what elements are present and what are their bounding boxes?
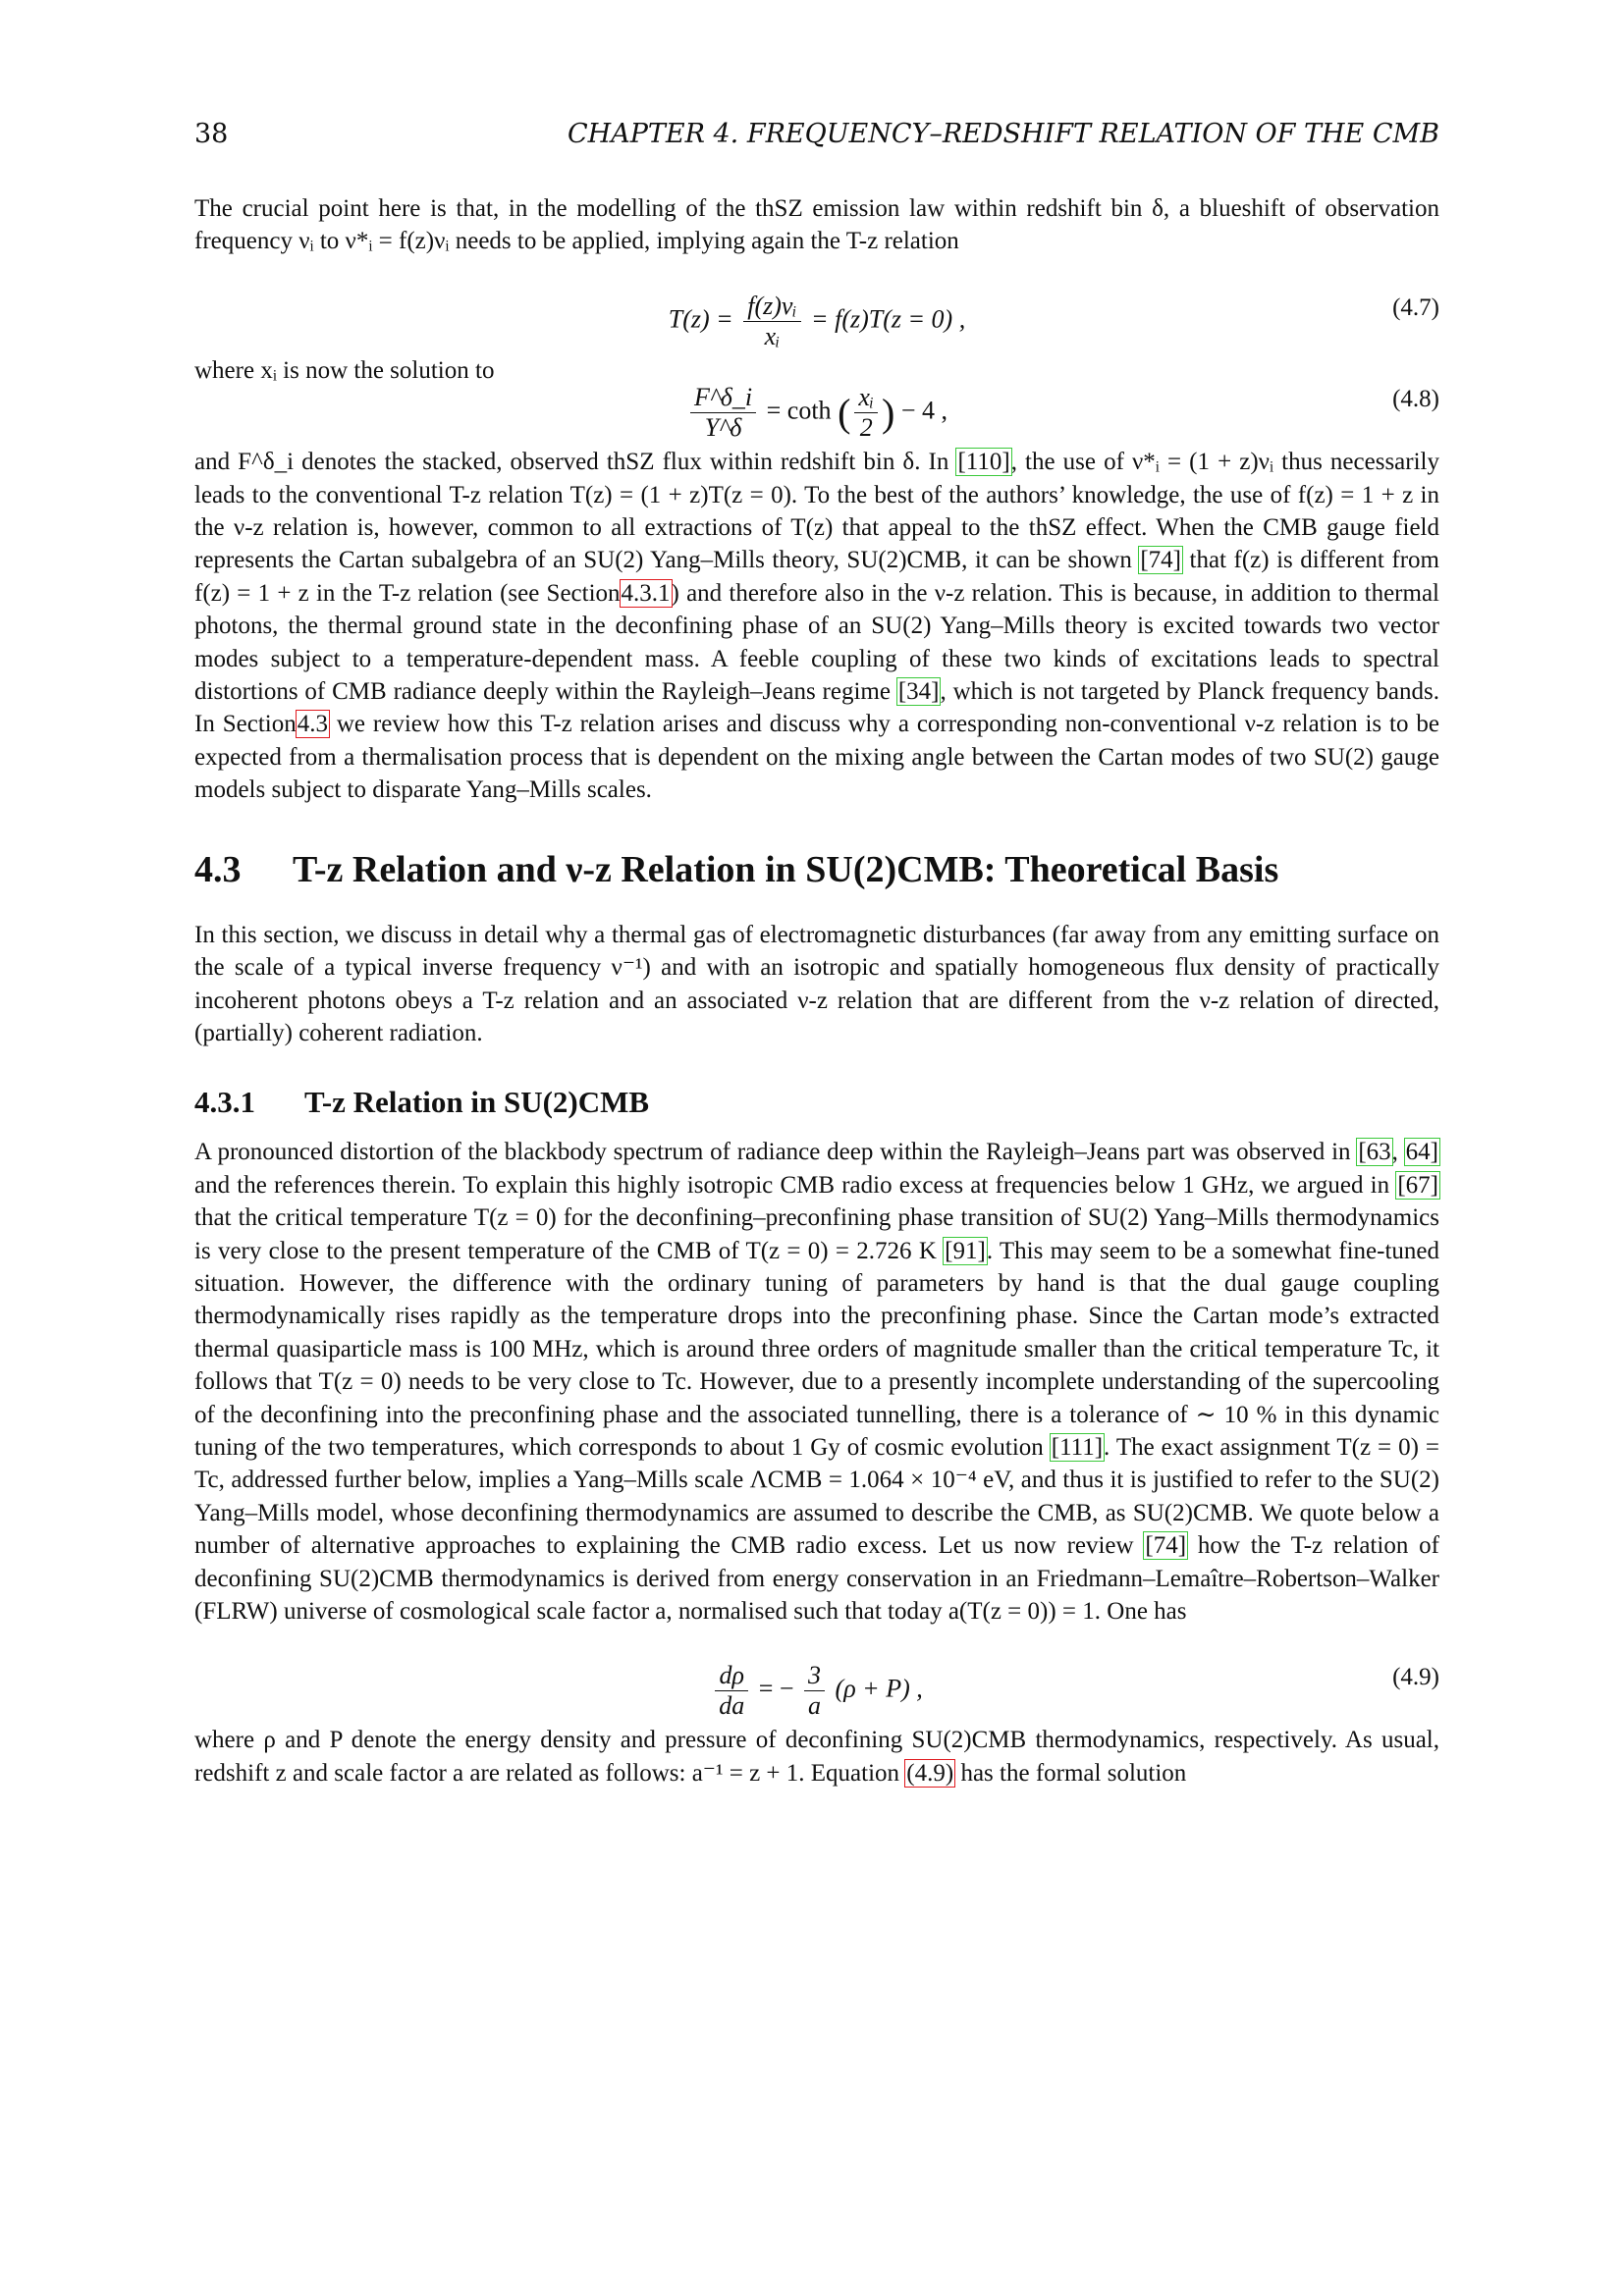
paragraph-radio-excess xyxy=(194,1136,1439,1628)
citation-63[interactable]: [63 xyxy=(1358,1139,1391,1166)
eq49-fraction-right xyxy=(804,1661,825,1721)
p2-text-c: that f(z) is different from f(z) = 1 + z in the T-z relation (see Section xyxy=(194,547,1439,607)
equation-4-7 xyxy=(194,278,1439,350)
p2-text-a: and F^δ_i denotes the stacked, observed thSZ flux within redshift bin δ. In xyxy=(194,449,957,476)
equation-4-9 xyxy=(194,1647,1439,1721)
citation-110[interactable]: [110] xyxy=(957,449,1010,476)
equation-4-8: $\frac{F\^{}\delta\_i}{Y\^{}\delta}$ = coth ( $\frac{\text{xᵢ}}{2}$ ) − 4 , (4.8) xyxy=(194,369,1439,432)
eq49-denominator-left: da xyxy=(719,1691,745,1721)
p2-text-b: , the use of ν*ᵢ = (1 + z)νᵢ thus necessarily leads to the conventional T-z relation T(z) = (1 + z)T(z = 0). To the best of the authors’ knowledge, the use of f(z) = 1 + z in the ν-z relation is, however, common to all extractions of T(z) that appeal to the thSZ effect. When the CMB gauge field represents the Cartan subalgebra of an SU(2) Yang–Mills theory, SU(2)CMB, it can be shown xyxy=(194,449,1439,574)
eq49-rhs: (ρ + P) , xyxy=(835,1674,923,1703)
citation-34[interactable]: [34] xyxy=(897,678,940,706)
eq47-lhs: T(z) = xyxy=(668,304,733,334)
crossref-section-4-3-1[interactable]: 4.3.1 xyxy=(621,579,671,607)
paragraph-thsz-blueshift: The crucial point here is that, in the modelling of the thSZ emission law within redshift bin δ, a blueshift of observation frequency νᵢ to ν*ᵢ = f(z)νᵢ needs to be applied, implying again the T-z relation xyxy=(194,195,1439,255)
page-body xyxy=(194,192,1439,1789)
eq49-equals: = − xyxy=(758,1674,794,1703)
eq48-coth: = coth xyxy=(766,396,832,425)
eq49-numerator-right: 3 xyxy=(804,1661,825,1691)
citation-111[interactable]: [111] xyxy=(1051,1433,1104,1461)
crossref-section-4-3[interactable]: 4.3 xyxy=(297,711,328,738)
citation-64[interactable]: 64] xyxy=(1405,1139,1438,1166)
p5-text-b: has the formal solution xyxy=(954,1759,1187,1787)
section-heading-4-3 xyxy=(194,846,1439,893)
p5-text-a: where ρ and P denote the energy density and pressure of deconfining SU(2)CMB thermodynamics, respectively. As usual, redshift z and scale factor a are related as follows: a⁻¹ = z + 1. Equation xyxy=(194,1727,1439,1787)
citation-74[interactable]: [74] xyxy=(1140,547,1181,574)
p2-text-d: ) and therefore also in the ν-z relation. This is because, in addition to thermal photons, the thermal ground state in the deconfining phase of an SU(2) Yang–Mills theory is excited towards two vector modes subject to a temperature-dependent mass. A feeble coupling of these two kinds of excitations leads to spectral distortions of CMB radiance deeply within the Rayleigh–Jeans regime xyxy=(194,579,1439,706)
eq47-fraction xyxy=(743,292,800,351)
paragraph-formal-solution xyxy=(194,1724,1439,1789)
crossref-equation-4-9[interactable]: (4.9) xyxy=(906,1759,954,1787)
eq48-inner-fraction xyxy=(854,383,878,443)
eq47-denominator: xᵢ xyxy=(764,321,781,350)
eq48-fraction xyxy=(690,383,756,443)
subsection-heading-4-3-1 xyxy=(194,1083,1439,1122)
eq49-fraction-left xyxy=(715,1661,748,1721)
paragraph-conventional-tz xyxy=(194,446,1439,806)
p2-text-f: we review how this T-z relation arises and discuss why a corresponding non-conventional ν-z relation is to be expected from a thermalisation process that is dependent on the mixing angle between the Cartan modes of two SU(2) gauge models subject to disparate Yang–Mills scales. xyxy=(194,711,1439,804)
eq48-inner-numerator: xᵢ xyxy=(854,383,878,413)
eq48-numerator: F^δ_i xyxy=(690,383,756,413)
citation-91[interactable]: [91] xyxy=(945,1237,986,1264)
eq47-rhs: = f(z)T(z = 0) , xyxy=(811,304,966,334)
subsection-number: 4.3.1 xyxy=(194,1085,255,1120)
p4-text-a: A pronounced distortion of the blackbody spectrum of radiance deep within the Rayleigh–Jeans part was observed in xyxy=(194,1139,1358,1166)
eq48-denominator: Y^δ xyxy=(704,413,742,443)
subsection-title: T-z Relation in SU(2)CMB xyxy=(304,1085,650,1120)
section-title: T-z Relation and ν-z Relation in SU(2)CMB: Theoretical Basis xyxy=(293,848,1279,890)
p4-sep: , xyxy=(1391,1139,1405,1166)
eq48-inner-denominator: 2 xyxy=(859,413,873,443)
p4-text-b: and the references therein. To explain this highly isotropic CMB radio excess at frequencies below 1 GHz, we argued in xyxy=(194,1171,1397,1199)
p4-text-d: . This may seem to be a somewhat fine-tuned situation. However, the difference with the ordinary tuning of parameters by hand is that the dual gauge coupling thermodynamically rises rapidly as the temperature drops into the preconfining phase. Since the Cartan mode’s extracted thermal quasiparticle mass is 100 MHz, which is around three orders of magnitude smaller than the critical temperature Tc, it follows that T(z = 0) needs to be very close to Tc. However, due to a presently incomplete understanding of the supercooling of the deconfining into the preconfining phase and the associated tunnelling, there is a tolerance of ∼ 10 % in this dynamic tuning of the two temperatures, which corresponds to about 1 Gy of cosmic evolution xyxy=(194,1237,1439,1461)
eq48-rhs: − 4 , xyxy=(900,396,948,425)
equation-number-4-8: (4.8) xyxy=(1392,386,1439,413)
equation-number-4-7: (4.7) xyxy=(1392,294,1439,321)
paragraph-section-intro: In this section, we discuss in detail why a thermal gas of electromagnetic disturbances (far away from any emitting surface on the scale of a typical inverse frequency ν⁻¹) and with an isotropic and spatially homogeneous flux density of practically incoherent photons obeys a T-z relation and an associated ν-z relation that are different from the ν-z relation of directed, (partially) coherent radiation. xyxy=(194,921,1439,1046)
citation-74-second[interactable]: [74] xyxy=(1145,1532,1187,1560)
eq49-numerator-left: dρ xyxy=(715,1661,748,1691)
p4-text-e: . The exact assignment T(z = 0) = Tc, addressed further below, implies a Yang–Mills scale ΛCMB = 1.064 × 10⁻⁴ eV, and thus it is justified to refer to the SU(2) Yang–Mills model, whose deconfining thermodynamics are assumed to describe the CMB, as SU(2)CMB. We quote below a number of alternative approaches to explaining the CMB radio excess. Let us now review xyxy=(194,1433,1440,1560)
section-number: 4.3 xyxy=(194,848,242,890)
eq47-numerator: f(z)νᵢ xyxy=(743,292,800,322)
equation-number-4-9: (4.9) xyxy=(1392,1664,1439,1691)
p2-text-e: , which is not targeted by Planck frequency bands. In Section xyxy=(194,678,1439,738)
citation-67[interactable]: [67] xyxy=(1397,1171,1438,1199)
p4-text-c: that the critical temperature T(z = 0) for the deconfining–preconfining phase transition of SU(2) Yang–Mills thermodynamics is very close to the present temperature of the CMB of T(z = 0) = 2.726 K xyxy=(194,1204,1439,1264)
page-header xyxy=(194,119,1439,148)
running-title: CHAPTER 4. FREQUENCY–REDSHIFT RELATION OF THE CMB xyxy=(568,119,1439,149)
p4-text-f: how the T-z relation of deconfining SU(2)CMB thermodynamics is derived from energy conservation in an Friedmann–Lemaître–Robertson–Walker (FLRW) universe of cosmological scale factor a, normalised such that today a(T(z = 0)) = 1. One has xyxy=(194,1532,1439,1625)
eq49-denominator-right: a xyxy=(808,1691,822,1721)
where-xi-text: where xᵢ is now the solution to xyxy=(194,356,495,384)
page-number: 38 xyxy=(194,119,229,149)
